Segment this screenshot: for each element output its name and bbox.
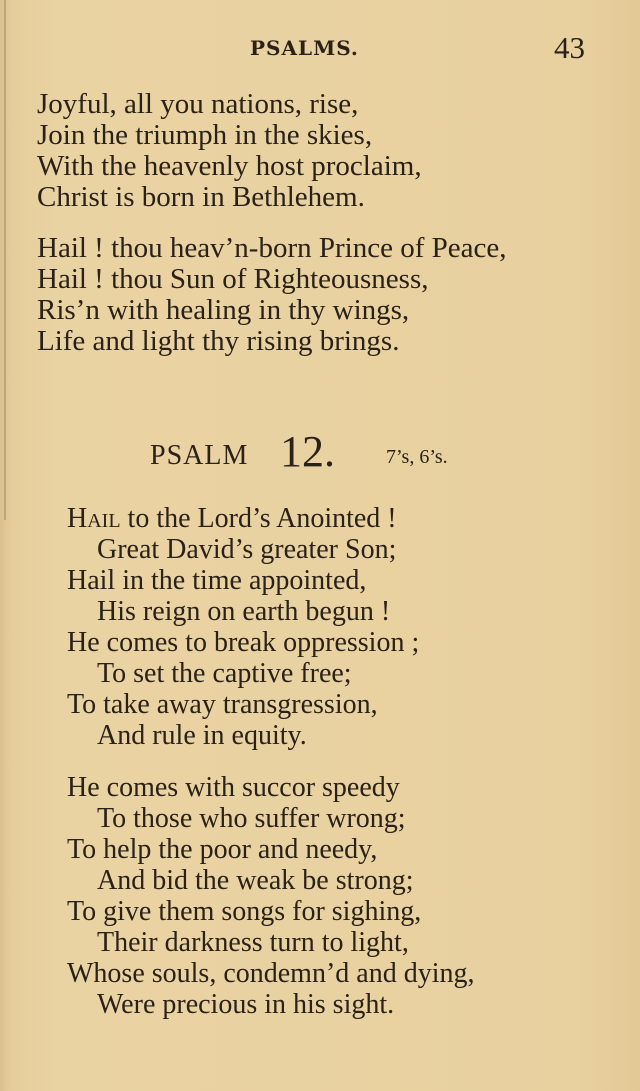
verse-line: Hail in the time appointed, — [67, 565, 367, 596]
verse-line: Great David’s greater Son; — [97, 534, 397, 565]
psalm-label: PSALM — [150, 440, 249, 471]
stanza — [37, 233, 506, 357]
verse-line: Hail ! thou heav’n-born Prince of Peace, — [37, 232, 507, 264]
first-word: Hail — [67, 503, 121, 534]
stanza — [37, 89, 422, 213]
verse-line: To take away transgression, — [67, 689, 378, 720]
hymn-stanza — [67, 772, 475, 1020]
psalm-meter: 7’s, 6’s. — [386, 446, 448, 468]
verse-line: Were precious in his sight. — [97, 989, 395, 1020]
verse-line: Whose souls, condemn’d and dying, — [67, 958, 475, 989]
verse-line: His reign on earth begun ! — [97, 596, 391, 627]
verse-line: With the heavenly host proclaim, — [37, 150, 422, 182]
verse-line: To help the poor and needy, — [67, 834, 378, 865]
first-line-rest: to the Lord’s Anointed ! — [120, 503, 397, 534]
psalm-heading — [150, 426, 550, 476]
verse-line: To those who suffer wrong; — [97, 803, 406, 834]
verse-line: Ris’n with healing in thy wings, — [37, 294, 410, 326]
running-head: PSALMS. — [250, 36, 359, 60]
verse-line: To give them songs for sighing, — [67, 896, 422, 927]
binding-edge — [4, 0, 6, 520]
page-number: 43 — [554, 30, 585, 65]
verse-line: Christ is born in Bethlehem. — [37, 181, 365, 213]
verse-line: He comes to break oppression ; — [67, 627, 420, 658]
verse-line: Hail ! thou Sun of Righteousness, — [37, 263, 429, 295]
verse-line: And rule in equity. — [97, 720, 307, 751]
verse-line: To set the captive free; — [97, 658, 352, 689]
psalm-number: 12. — [280, 427, 335, 476]
verse-line: Joyful, all you nations, rise, — [37, 88, 359, 120]
verse-line: Their darkness turn to light, — [97, 927, 409, 958]
verse-line-first — [67, 503, 419, 534]
verse-line: He comes with succor speedy — [67, 772, 400, 803]
verse-line: Join the triumph in the skies, — [37, 119, 373, 151]
verse-line: Life and light thy rising brings. — [37, 325, 400, 357]
verse-line: And bid the weak be strong; — [97, 865, 414, 896]
hymn-stanza — [67, 503, 419, 751]
